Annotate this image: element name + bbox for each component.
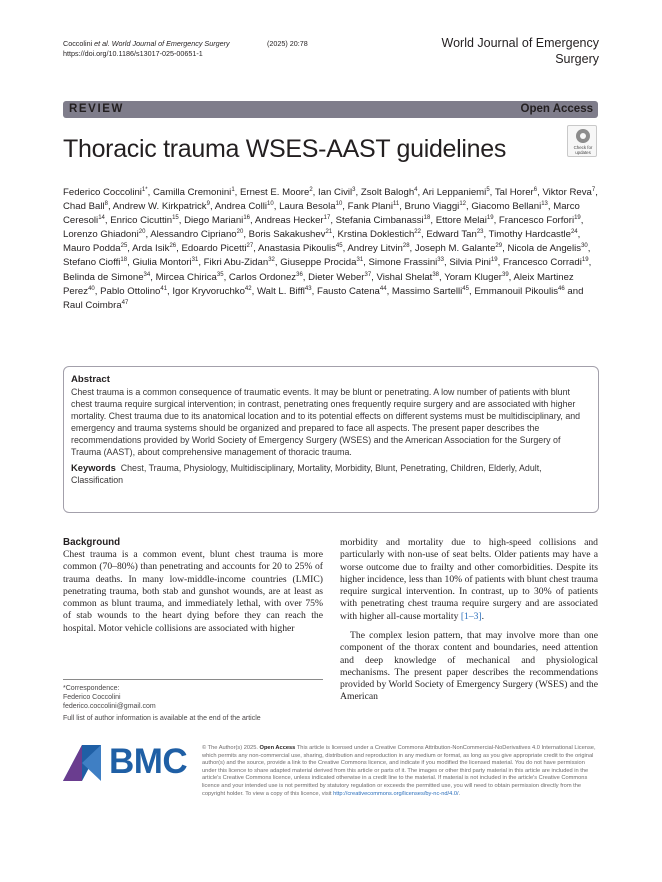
author-name[interactable]: Igor Kryvoruchko$^{42}$ bbox=[172, 285, 252, 297]
crossmark-line2: updates bbox=[575, 150, 591, 155]
author-affiliation: 45 bbox=[335, 243, 343, 250]
author-affiliation: 11 bbox=[392, 200, 400, 207]
citation bbox=[63, 39, 230, 59]
abstract-box bbox=[63, 366, 599, 513]
author-affiliation: 12 bbox=[459, 200, 466, 207]
author-name[interactable]: Stefania Cimbanassi$^{18}$ bbox=[335, 215, 431, 227]
author-affiliation: 24 bbox=[570, 229, 578, 236]
author-name[interactable]: Simone Frassini$^{33}$ bbox=[368, 257, 444, 269]
author-affiliation: 10 bbox=[335, 200, 343, 207]
citation-date: (2025) 20:78 bbox=[267, 39, 308, 48]
author-affiliation: 8 bbox=[104, 200, 108, 207]
license-notice bbox=[202, 745, 598, 798]
correspondence-email[interactable]: federico.coccolini@gmail.com bbox=[63, 703, 156, 711]
keywords-list: Chest, Trauma, Physiology, Multidisciplinary, Mortality, Morbidity, Blunt, Penetrating, Children, Elderly, Adult, Classification bbox=[71, 462, 542, 485]
author-affiliation: 18 bbox=[423, 215, 431, 221]
author-name[interactable]: Laura Besola$^{10}$ bbox=[279, 200, 343, 213]
article-type-banner bbox=[63, 101, 598, 118]
author-affiliation: 5 bbox=[486, 186, 490, 193]
author-name[interactable]: Joseph M. Galante$^{29}$ bbox=[414, 243, 503, 255]
author-affiliation: 6 bbox=[533, 186, 538, 193]
author-name[interactable]: Fikri Abu-Zidan$^{32}$ bbox=[203, 257, 275, 269]
author-name[interactable]: Boris Sakakushev$^{21}$ bbox=[248, 229, 333, 241]
license-end: . bbox=[458, 790, 461, 797]
author-name[interactable]: Nicola de Angelis$^{30}$ bbox=[507, 243, 588, 255]
author-name[interactable]: Andrew W. Kirkpatrick$^9$ bbox=[112, 200, 210, 213]
citation-link[interactable]: [1–3] bbox=[460, 610, 482, 622]
author-affiliation: 31 bbox=[191, 257, 199, 264]
open-access-label: Open Access bbox=[520, 103, 593, 115]
author-affiliation: 27 bbox=[246, 243, 254, 250]
author-name[interactable]: Aleix Martinez Perez$^{40}$ bbox=[63, 271, 574, 297]
body-column-right bbox=[340, 537, 598, 704]
author-affiliation: 22 bbox=[414, 229, 421, 236]
body-paragraph bbox=[340, 537, 598, 623]
author-name[interactable]: Federico Coccolini$^{1*}$ bbox=[63, 186, 148, 198]
author-name[interactable]: Lorenzo Ghiadoni$^{20}$ bbox=[63, 229, 146, 241]
author-name[interactable]: Vishal Shelat$^{38}$ bbox=[376, 271, 440, 283]
citation-authors: Coccolini bbox=[63, 39, 93, 48]
author-affiliation: 44 bbox=[379, 285, 387, 292]
author-affiliation: 46 bbox=[558, 285, 565, 292]
author-name[interactable]: Alessandro Cipriano$^{20}$ bbox=[150, 229, 244, 241]
author-name[interactable]: Mircea Chirica$^{35}$ bbox=[155, 271, 224, 283]
author-name[interactable]: Andrea Colli$^{10}$ bbox=[214, 200, 274, 213]
abstract-heading: Abstract bbox=[71, 374, 110, 385]
license-link[interactable]: http://creativecommons.org/licenses/by-nc-nd/4.0/ bbox=[333, 790, 459, 797]
author-affiliation: 41 bbox=[160, 285, 168, 292]
keywords-label: Keywords bbox=[71, 461, 116, 473]
author-affiliation: 34 bbox=[143, 271, 151, 278]
author-name[interactable]: Carlos Ordonez$^{36}$ bbox=[228, 271, 303, 283]
author-name[interactable]: Mauro Podda$^{25}$ bbox=[63, 243, 128, 255]
author-name[interactable]: Belinda de Simone$^{34}$ bbox=[63, 271, 151, 283]
author-name[interactable]: Camilla Cremonini$^1$ bbox=[152, 186, 235, 198]
crossmark-line1: Check for bbox=[573, 145, 593, 150]
author-affiliation: 7 bbox=[591, 186, 596, 193]
body-text: morbidity and mortality due to high-speed collisions and particularly with non-use of seat belts. Older patients may have a worse outcome due to frailty and other comorbidities. Despite its higher incidence, less than 10% of patients with blunt chest trauma require surgical intervention. In contrast, up to 30% of patients with penetrating chest trauma require surgery and are associated with higher all-cause mortality bbox=[340, 537, 598, 622]
author-affiliation: 17 bbox=[323, 215, 331, 221]
author-affiliation: 4 bbox=[414, 186, 418, 193]
body-paragraph: Chest trauma is a common event, blunt chest trauma is more common (70–80%) than penetrating and accounts for 20 to 25% of trauma deaths. In many low-middle-income countries (LMIC) penetrating trauma, both stab and gunshot wounds, are at least as common as blunt trauma, and immediately lethal, with over 75% of stab wounds to the heart dying before they can reach the hospital. Motor vehicle collisions are associated with higher bbox=[63, 549, 323, 634]
author-name[interactable]: Diego Mariani$^{16}$ bbox=[184, 215, 251, 227]
crossmark-icon bbox=[576, 129, 590, 143]
author-affiliation: 2 bbox=[309, 186, 313, 193]
author-affiliation: 32 bbox=[268, 257, 275, 264]
author-name[interactable]: Massimo Sartelli$^{45}$ bbox=[391, 285, 469, 297]
author-name[interactable]: Marco Ceresoli$^{14}$ bbox=[63, 201, 580, 227]
author-name[interactable]: Bruno Viaggi$^{12}$ bbox=[404, 200, 466, 213]
author-affiliation: 36 bbox=[296, 271, 303, 278]
abstract-text: Chest trauma is a common consequence of traumatic events. It may be blunt or penetrating. A low number of patients with blunt chest trauma require surgical intervention; in contrast, penetrating ones frequently require surgery and are associated with higher mortality. Chest trauma due to its anatomical location and to its potential effects on different systems must be multidisciplinary, and emergency and trauma systems should be organized and prepared to face all aspects. The present paper describes the recommendations provided by World Society of Emergency Surgery (WSES) and the American Association for the Surgery of Trauma (AAST), about comprehensive management of thoracic trauma. bbox=[71, 387, 581, 458]
article-type-label: REVIEW bbox=[69, 103, 124, 115]
author-name[interactable]: Francesco Corradi$^{19}$ bbox=[502, 257, 589, 269]
author-affiliation: 14 bbox=[98, 215, 105, 221]
body-text-end: . bbox=[481, 610, 485, 622]
bmc-logo-mark bbox=[63, 745, 101, 781]
author-name[interactable]: Emmanouil Pikoulis$^{46}$ bbox=[474, 285, 565, 297]
body-column-left bbox=[63, 537, 323, 635]
author-affiliation: 20 bbox=[138, 229, 146, 236]
author-affiliation: 40 bbox=[88, 285, 95, 292]
author-affiliation: 47 bbox=[121, 299, 129, 306]
author-info-note: Full list of author information is available at the end of the article bbox=[63, 715, 261, 722]
author-affiliation: 28 bbox=[402, 243, 410, 250]
check-for-updates-badge[interactable] bbox=[567, 125, 597, 157]
bmc-logo bbox=[63, 743, 193, 783]
author-name[interactable]: Raul Coimbra$^{47}$ bbox=[63, 299, 129, 311]
body-paragraph: The complex lesion pattern, that may involve more than one component of the thorax content and boundaries, need attention and deep knowledge of mechanical and physiological mechanisms. The present paper describes the recommendations provided by World Society of Emergency Surgery (WSES) and the American bbox=[340, 629, 598, 703]
section-heading-background: Background bbox=[63, 537, 121, 548]
author-affiliation: 38 bbox=[432, 271, 440, 278]
author-name[interactable]: Andreas Hecker$^{17}$ bbox=[254, 215, 331, 227]
author-affiliation: 19 bbox=[581, 257, 589, 264]
author-affiliation: 19 bbox=[486, 215, 494, 221]
author-affiliation: 30 bbox=[581, 243, 588, 250]
author-affiliation: 18 bbox=[120, 257, 128, 264]
author-affiliation: 15 bbox=[172, 215, 179, 221]
author-affiliation: 43 bbox=[304, 285, 312, 292]
author-name[interactable]: Giacomo Bellani$^{13}$ bbox=[471, 200, 548, 213]
citation-journal: et al. World Journal of Emergency Surgery bbox=[92, 39, 230, 48]
author-list: Federico Coccolini$^{1*}$, Camilla Cremonini$^1$, Ernest E. Moore$^2$, Ian Civil$^3$, Zsolt Balogh$^4$, Ari Leppaniemi$^5$, Tal Horer$^6$, Viktor Reva$^7$, Chad Ball$^8$, Andrew W. Kirkpatrick$^9$, Andrea Colli$^{10}$, Laura Besola$^{10}$, Fank Plani$^{11}$, Bruno Viaggi$^{12}$, Giacomo Bellani$^{13}$, Marco Ceresoli$^{14}$, Enrico Cicuttin$^{15}$, Diego Mariani$^{16}$, Andreas Hecker$^{17}$, Stefania Cimbanassi$^{18}$, Ettore Melai$^{19}$, Francesco Forfori$^{19}$, Lorenzo Ghiadoni$^{20}$, Alessandro Cipriano$^{20}$, Boris Sakakushev$^{21}$, Krstina Doklestich$^{22}$, Edward Tan$^{23}$, Timothy Hardcastle$^{24}$, Mauro Podda$^{25}$, Arda Isik$^{26}$, Edoardo Picetti$^{27}$, Anastasia Pikoulis$^{45}$, Andrey Litvin$^{28}$, Joseph M. Galante$^{29}$, Nicola de Angelis$^{30}$, Stefano Cioffi$^{18}$, Giulia Montori$^{31}$, Fikri Abu-Zidan$^{32}$, Giuseppe Procida$^{31}$, Simone Frassini$^{33}$, Silvia Pini$^{19}$, Francesco Corradi$^{19}$, Belinda de Simone$^{34}$, Mircea Chirica$^{35}$, Carlos Ordonez$^{36}$, Dieter Weber$^{37}$, Vishal Shelat$^{38}$, Yoram Kluger$^{39}$, Aleix Martinez Perez$^{40}$, Pablo Ottolino$^{41}$, Igor Kryvoruchko$^{42}$, Walt L. Biffl$^{43}$, Fausto Catena$^{44}$, Massimo Sartelli$^{45}$, Emmanouil Pikoulis$^{46}$ and Raul Coimbra$^{47}$ bbox=[63, 186, 598, 311]
author-name[interactable]: Francesco Forfori$^{19}$ bbox=[498, 215, 581, 227]
author-name[interactable]: Arda Isik$^{26}$ bbox=[132, 243, 177, 255]
author-name[interactable]: Ernest E. Moore$^2$ bbox=[240, 186, 313, 198]
author-name[interactable]: Stefano Cioffi$^{18}$ bbox=[63, 257, 128, 269]
author-name[interactable]: Giuseppe Procida$^{31}$ bbox=[280, 257, 364, 269]
author-name[interactable]: Giulia Montori$^{31}$ bbox=[132, 257, 199, 269]
author-affiliation: 3 bbox=[352, 186, 356, 193]
author-affiliation: 33 bbox=[437, 257, 444, 264]
author-name[interactable]: Tal Horer$^6$ bbox=[494, 186, 538, 198]
author-name[interactable]: Pablo Ottolino$^{41}$ bbox=[100, 285, 168, 297]
journal-name-line1: World Journal of Emergency bbox=[441, 36, 599, 50]
journal-name bbox=[409, 35, 599, 67]
author-affiliation: 26 bbox=[169, 243, 177, 250]
author-affiliation: 19 bbox=[490, 257, 498, 264]
author-affiliation: 23 bbox=[476, 229, 484, 236]
author-affiliation: 31 bbox=[356, 257, 364, 264]
author-affiliation: 19 bbox=[574, 215, 581, 221]
copyright: © The Author(s) 2025. bbox=[202, 745, 260, 751]
author-affiliation: 25 bbox=[120, 243, 128, 250]
author-name[interactable]: Edward Tan$^{23}$ bbox=[426, 229, 484, 241]
author-name[interactable]: Fausto Catena$^{44}$ bbox=[316, 285, 387, 297]
author-affiliation: 39 bbox=[501, 271, 509, 278]
author-affiliation: 35 bbox=[216, 271, 224, 278]
author-affiliation: 16 bbox=[243, 215, 251, 221]
author-name[interactable]: Zsolt Balogh$^4$ bbox=[360, 186, 418, 198]
author-name[interactable]: Krstina Doklestich$^{22}$ bbox=[337, 229, 421, 241]
author-name[interactable]: Ettore Melai$^{19}$ bbox=[435, 215, 494, 227]
author-affiliation: 1 bbox=[231, 186, 235, 193]
journal-name-line2: Surgery bbox=[555, 52, 599, 66]
author-name[interactable]: Timothy Hardcastle$^{24}$ bbox=[488, 229, 578, 241]
author-name[interactable]: Anastasia Pikoulis$^{45}$ bbox=[258, 243, 343, 255]
author-affiliation: 42 bbox=[244, 285, 252, 292]
author-name[interactable]: Chad Ball$^8$ bbox=[63, 200, 108, 213]
author-name[interactable]: Andrey Litvin$^{28}$ bbox=[347, 243, 410, 255]
open-access-label-footer: Open Access bbox=[259, 745, 296, 751]
article-title: Thoracic trauma WSES-AAST guidelines bbox=[63, 135, 507, 163]
author-affiliation: 13 bbox=[541, 200, 548, 207]
author-affiliation: 10 bbox=[267, 200, 274, 207]
correspondence-label: *Correspondence: bbox=[63, 685, 120, 692]
correspondence-name: Federico Coccolini bbox=[63, 694, 121, 702]
author-name[interactable]: Edoardo Picetti$^{27}$ bbox=[181, 243, 254, 255]
author-name[interactable]: Ian Civil$^3$ bbox=[318, 186, 356, 198]
author-affiliation: 9 bbox=[206, 200, 210, 207]
author-name[interactable]: Viktor Reva$^7$ bbox=[542, 186, 596, 198]
crossmark-label bbox=[568, 145, 598, 155]
correspondence-note bbox=[63, 679, 323, 712]
author-name[interactable]: Enrico Cicuttin$^{15}$ bbox=[110, 215, 179, 227]
author-affiliation: 37 bbox=[364, 271, 372, 278]
author-affiliation: 29 bbox=[495, 243, 503, 250]
author-name[interactable]: Ari Leppaniemi$^5$ bbox=[422, 186, 490, 198]
author-affiliation: 1* bbox=[141, 186, 148, 193]
author-affiliation: 20 bbox=[236, 229, 244, 236]
author-affiliation: 21 bbox=[325, 229, 333, 236]
author-name[interactable]: Yoram Kluger$^{39}$ bbox=[444, 271, 509, 283]
bmc-logo-text: BMC bbox=[109, 742, 188, 781]
author-name[interactable]: Walt L. Biffl$^{43}$ bbox=[256, 285, 312, 297]
license-text: This article is licensed under a Creative Commons Attribution-NonCommercial-NoDerivatives 4.0 International License, which permits any non-commercial use, sharing, distribution and reproduction in any medium or format, as long as you give appropriate credit to the original author(s) and the source, provide a link to the Creative Commons licence, and indicate if you modified the licensed material. You do not have permission under this licence to share adapted material derived from this article or parts of it. The images or other third party material in this article are included in the article's Creative Commons licence, unless indicated otherwise in a credit line to the material. If material is not included in the article's Creative Commons licence and your intended use is not permitted by statutory regulation or exceeds the permitted use, you will need to obtain permission directly from the copyright holder. To view a copy of this licence, visit bbox=[202, 745, 596, 797]
author-affiliation: 45 bbox=[462, 285, 469, 292]
author-name[interactable]: Dieter Weber$^{37}$ bbox=[308, 271, 372, 283]
author-name[interactable]: Silvia Pini$^{19}$ bbox=[449, 257, 498, 269]
author-name[interactable]: Fank Plani$^{11}$ bbox=[347, 200, 400, 213]
keywords bbox=[71, 462, 591, 486]
doi-link[interactable]: https://doi.org/10.1186/s13017-025-00651-1 bbox=[63, 49, 203, 58]
